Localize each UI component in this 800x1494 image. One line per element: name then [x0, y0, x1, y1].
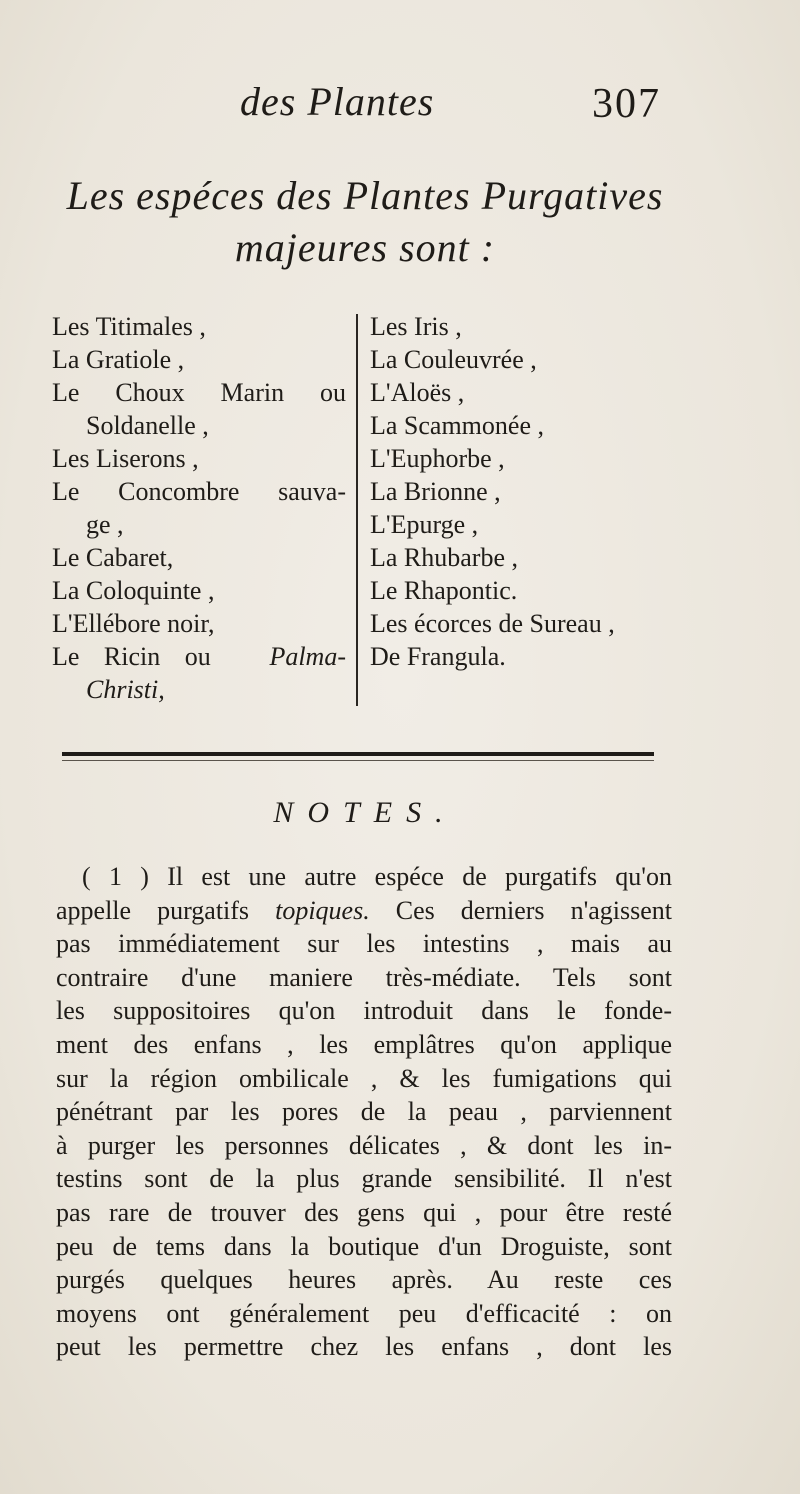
page-number: 307: [592, 81, 661, 127]
plant-item: [52, 640, 346, 673]
plant-item: Soldanelle ,: [86, 411, 209, 440]
note-line: [56, 894, 672, 928]
plant-item: L'Aloës ,: [370, 378, 465, 407]
note-text: Ces derniers n'agissent: [395, 895, 673, 925]
note-line: peut les permettre chez les enfans , dont les: [56, 1332, 672, 1362]
section-title: [60, 170, 670, 274]
plant-item: L'Euphorbe ,: [370, 444, 505, 473]
running-head: des Plantes: [240, 79, 435, 124]
title-line-1: Les espéces des Plantes Purgatives: [66, 173, 664, 218]
title-line-2: majeures sont :: [234, 225, 496, 270]
plant-item: La Scammonée ,: [370, 411, 544, 440]
note-line: ment des enfans , les emplâtres qu'on applique: [56, 1029, 672, 1059]
note-line: moyens ont généralement peu d'efficacité : on: [56, 1298, 672, 1328]
plant-item: La Rhubarbe ,: [370, 543, 519, 572]
plant-item: Christi,: [86, 675, 165, 704]
plant-item: Le Cabaret,: [52, 543, 174, 572]
note-line: peu de tems dans la boutique d'un Droguiste, sont: [56, 1231, 672, 1261]
plant-list-right-column: [370, 310, 680, 673]
note-line: purgés quelques heures après. Au reste ces: [56, 1265, 672, 1295]
note-line: sur la région ombilicale , & les fumigations qui: [56, 1063, 672, 1093]
note-line: testins sont de la plus grande sensibilité. Il n'est: [56, 1164, 672, 1194]
plant-item-italic: Palma-: [269, 642, 346, 671]
note-line: pas rare de trouver des gens qui , pour être resté: [56, 1197, 672, 1227]
notes-body: [56, 860, 672, 1364]
plant-item: Les Iris ,: [370, 312, 462, 341]
note-line: ( 1 ) Il est une autre espéce de purgatifs qu'on: [82, 862, 672, 891]
plant-item: Les écorces de Sureau ,: [370, 609, 615, 638]
plant-item: L'Ellébore noir,: [52, 609, 215, 638]
note-line: contraire d'une maniere très-médiate. Tels sont: [56, 962, 672, 992]
plant-item: Le Choux Marin ou: [52, 378, 346, 407]
section-rule: [62, 752, 654, 756]
plant-item: Les Titimales ,: [52, 312, 206, 341]
plant-item: Les Liserons ,: [52, 444, 199, 473]
plant-item-text: Le Ricin ou: [52, 642, 211, 671]
plant-item: L'Epurge ,: [370, 510, 479, 539]
plant-item: ge ,: [86, 510, 124, 539]
plant-item: Le Rhapontic.: [370, 576, 518, 605]
plant-item: La Couleuvrée ,: [370, 345, 537, 374]
column-divider: [356, 314, 358, 706]
note-line: pénétrant par les pores de la peau , parviennent: [56, 1097, 672, 1127]
plant-item: Le Concombre sauva-: [52, 477, 346, 506]
section-rule-thin: [62, 760, 654, 761]
plant-item: La Brionne ,: [370, 477, 501, 506]
note-line: les suppositoires qu'on introduit dans le fonde-: [56, 996, 672, 1026]
note-line: à purger les personnes délicates , & dont les in-: [56, 1130, 672, 1160]
plant-item: De Frangula.: [370, 642, 506, 671]
note-line: pas immédiatement sur les intestins , mais au: [56, 929, 672, 959]
plant-item: La Coloquinte ,: [52, 576, 215, 605]
note-text: appelle purgatifs: [56, 895, 250, 925]
notes-heading: NOTES.: [273, 796, 457, 829]
plant-item: La Gratiole ,: [52, 345, 185, 374]
plant-list-left-column: [52, 310, 346, 706]
note-italic-term: topiques.: [275, 895, 370, 925]
